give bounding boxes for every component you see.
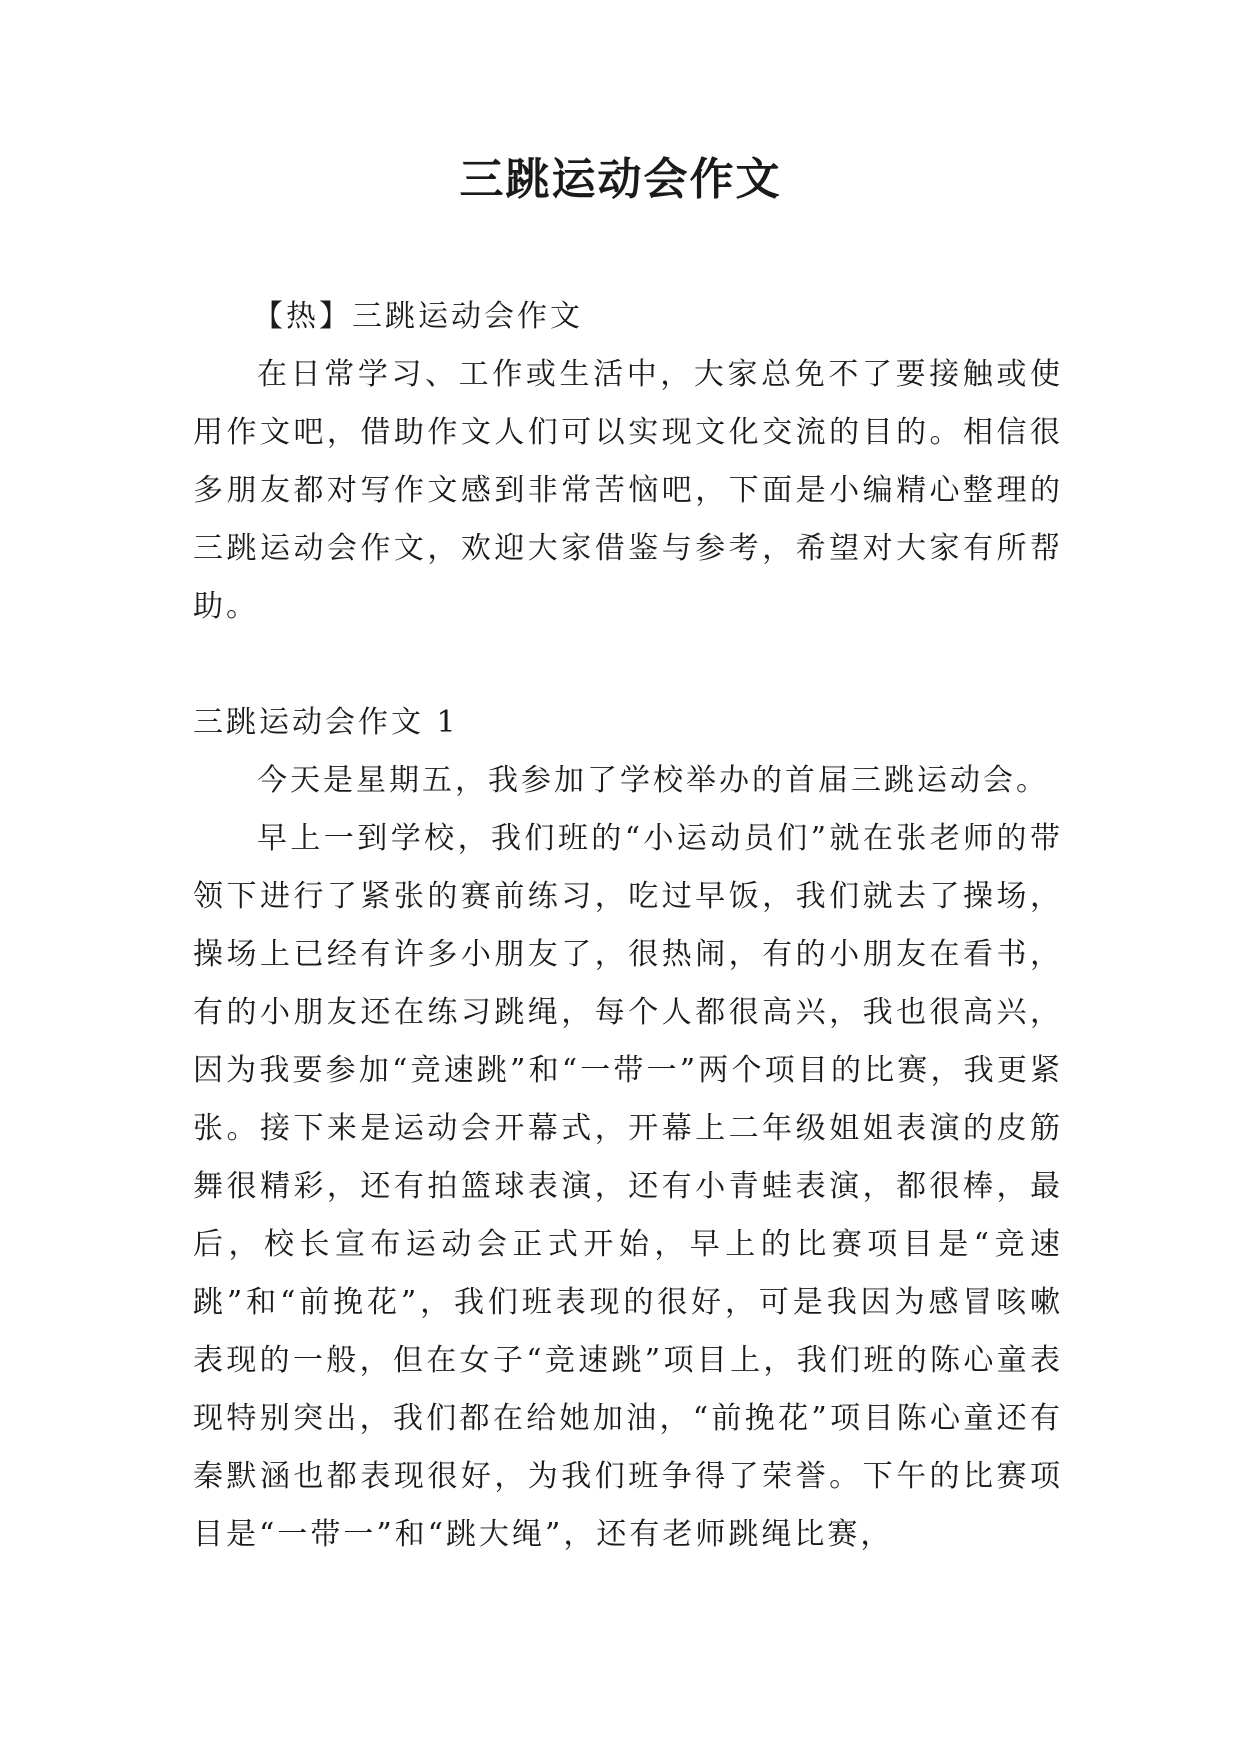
body-paragraph-1: 今天是星期五，我参加了学校举办的首届三跳运动会。 (257, 763, 1049, 798)
document-subtitle: 【热】三跳运动会作文 (253, 299, 583, 334)
section-heading: 三跳运动会作文 1 (193, 705, 459, 740)
document-title: 三跳运动会作文 (459, 154, 782, 205)
intro-paragraph: 在日常学习、工作或生活中，大家总免不了要接触或使用作文吧，借助作文人们可以实现文化交流的目的。相信很多朋友都对写作文感到非常苦恼吧，下面是小编精心整理的三跳运动会作文，欢迎大家借鉴与参考，希望对大家有所帮助。 (193, 357, 1063, 624)
body-paragraph-2: 早上一到学校，我们班的“小运动员们”就在张老师的带领下进行了紧张的赛前练习，吃过早饭，我们就去了操场，操场上已经有许多小朋友了，很热闹，有的小朋友在看书，有的小朋友还在练习跳绳，每个人都很高兴，我也很高兴，因为我要参加“竞速跳”和“一带一”两个项目的比赛，我更紧张。接下来是运动会开幕式，开幕上二年级姐姐表演的皮筋舞很精彩，还有拍篮球表演，还有小青蛙表演，都很棒，最后，校长宣布运动会正式开始，早上的比赛项目是“竞速跳”和“前挽花”，我们班表现的很好，可是我因为感冒咳嗽表现的一般，但在女子“竞速跳”项目上，我们班的陈心童表现特别突出，我们都在给她加油，“前挽花”项目陈心童还有秦默涵也都表现很好，为我们班争得了荣誉。下午的比赛项目是“一带一”和“跳大绳”，还有老师跳绳比赛， (193, 821, 1063, 1552)
